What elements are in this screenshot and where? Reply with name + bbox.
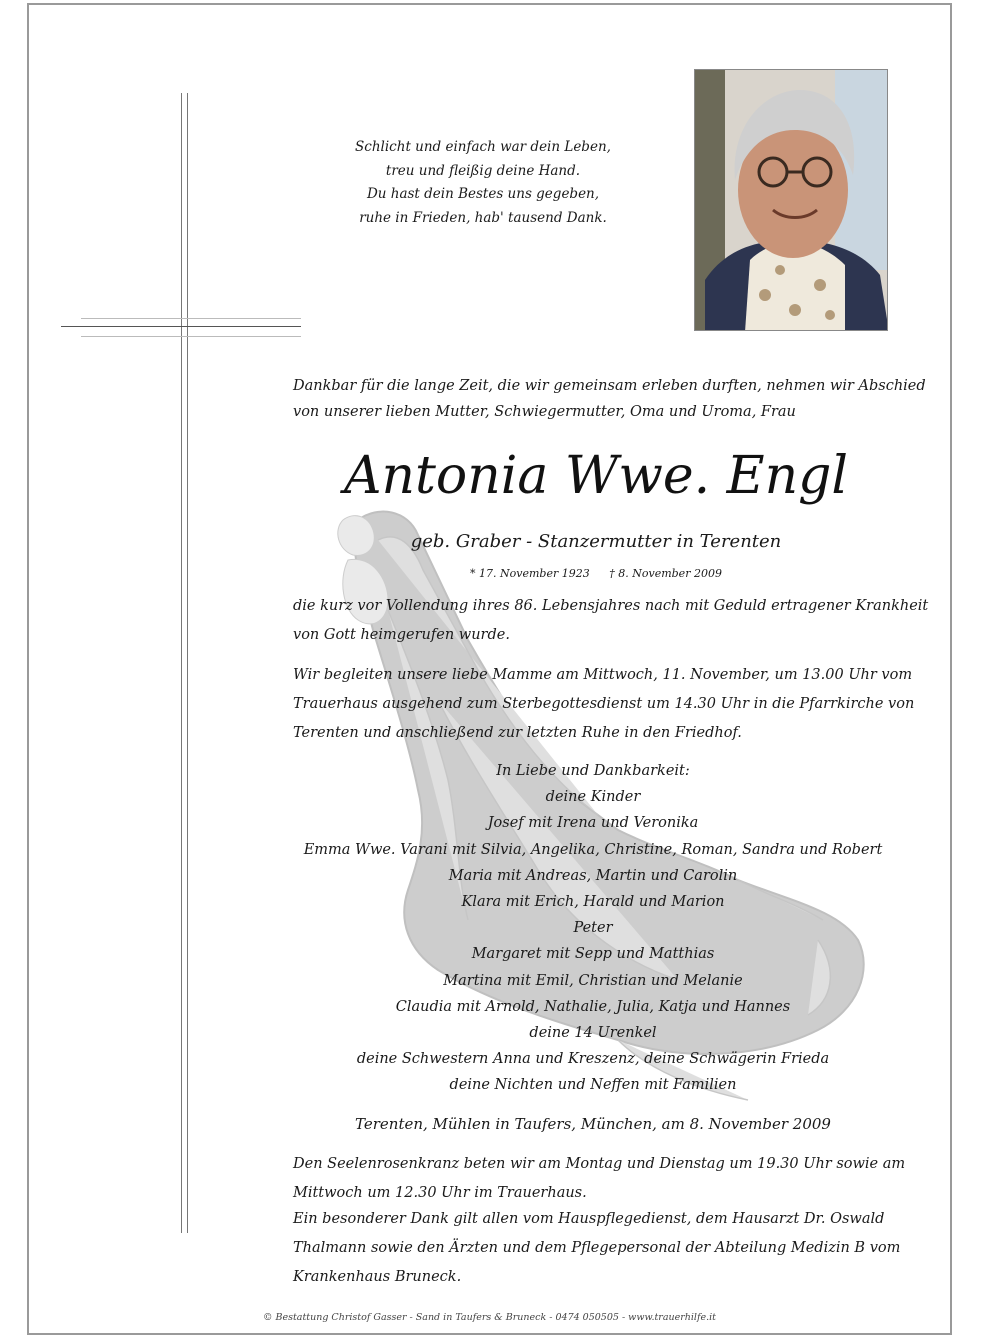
family-line: Margaret mit Sepp und Matthias <box>471 946 715 963</box>
poem-line: Schlicht und einfach war dein Leben, <box>355 139 611 155</box>
family-line: Martina mit Emil, Christian und Melanie <box>443 972 743 989</box>
intro-line: von unserer lieben Mutter, Schwiegermutter, Oma und Uroma, Frau <box>293 404 796 420</box>
poem-line: Du hast dein Bestes uns gegeben, <box>366 186 600 202</box>
family-list <box>296 758 890 1099</box>
portrait-icon <box>695 70 888 331</box>
footer-credit: © Bestattung Christof Gasser - Sand in Taufers & Bruneck - 0474 050505 - www.trauerhilfe.it <box>262 1312 716 1323</box>
paragraph-line: Terenten und anschließend zur letzten Ruhe in den Friedhof. <box>293 725 742 741</box>
portrait-photo <box>694 69 888 331</box>
poem <box>330 136 636 230</box>
family-line: deine 14 Urenkel <box>529 1025 657 1042</box>
birth-date: * 17. November 1923 <box>470 567 590 580</box>
family-line: deine Kinder <box>545 789 641 806</box>
paragraph-line: von Gott heimgerufen wurde. <box>293 627 510 643</box>
deceased-name: Antonia Wwe. Engl <box>343 446 849 506</box>
paragraph-line: Thalmann sowie den Ärzten und dem Pflegepersonal der Abteilung Medizin B vom <box>293 1240 901 1256</box>
family-line: In Liebe und Dankbarkeit: <box>496 763 690 779</box>
paragraph-line: Den Seelenrosenkranz beten wir am Montag und Dienstag um 19.30 Uhr sowie am <box>293 1156 906 1172</box>
paragraph-line: Trauerhaus ausgehend zum Sterbegottesdienst um 14.30 Uhr in die Pfarrkirche von <box>293 696 915 712</box>
paragraph-illness <box>293 592 929 650</box>
paragraph-line: die kurz vor Vollendung ihres 86. Lebensjahres nach mit Geduld ertragener Krankheit <box>293 598 929 614</box>
cross-horizontal-line <box>61 326 301 327</box>
family-line: deine Schwestern Anna und Kreszenz, deine Schwägerin Frieda <box>356 1051 830 1068</box>
family-line: Klara mit Erich, Harald und Marion <box>461 894 725 911</box>
family-line: Maria mit Andreas, Martin und Carolin <box>448 867 738 884</box>
paragraph-line: Mittwoch um 12.30 Uhr im Trauerhaus. <box>293 1185 587 1201</box>
life-dates <box>296 564 896 584</box>
cross-vertical-line-right <box>187 93 188 1233</box>
family-line: Emma Wwe. Varani mit Silvia, Angelika, Christine, Roman, Sandra und Robert <box>303 841 883 858</box>
family-line: Claudia mit Arnold, Nathalie, Julia, Katja und Hannes <box>395 998 791 1015</box>
poem-line: treu und fleißig deine Hand. <box>385 162 581 179</box>
paragraph-line: Ein besonderer Dank gilt allen vom Hauspflegedienst, dem Hausarzt Dr. Oswald <box>293 1211 885 1227</box>
cross-horizontal-line-upper <box>81 318 301 319</box>
death-date: † 8. November 2009 <box>609 567 722 580</box>
family-line: Peter <box>573 920 613 937</box>
family-line: Josef mit Irena und Veronika <box>487 815 699 832</box>
cross-vertical-line-left <box>181 93 182 1233</box>
place-date: Terenten, Mühlen in Taufers, München, am 8. November 2009 <box>355 1115 831 1133</box>
maiden-name-line: geb. Graber - Stanzermutter in Terenten <box>410 531 782 552</box>
paragraph-thanks <box>293 1205 901 1292</box>
paragraph-rosary <box>293 1150 906 1208</box>
poem-line: ruhe in Frieden, hab' tausend Dank. <box>359 209 607 226</box>
family-line: deine Nichten und Neffen mit Familien <box>449 1077 737 1094</box>
intro-line: Dankbar für die lange Zeit, die wir gemeinsam erleben durften, nehmen wir Abschied <box>293 378 926 394</box>
intro-text <box>293 373 926 425</box>
paragraph-line: Krankenhaus Bruneck. <box>293 1269 462 1285</box>
cross-horizontal-line-lower <box>81 336 301 337</box>
paragraph-funeral <box>293 661 915 748</box>
paragraph-line: Wir begleiten unsere liebe Mamme am Mittwoch, 11. November, um 13.00 Uhr vom <box>293 667 913 683</box>
